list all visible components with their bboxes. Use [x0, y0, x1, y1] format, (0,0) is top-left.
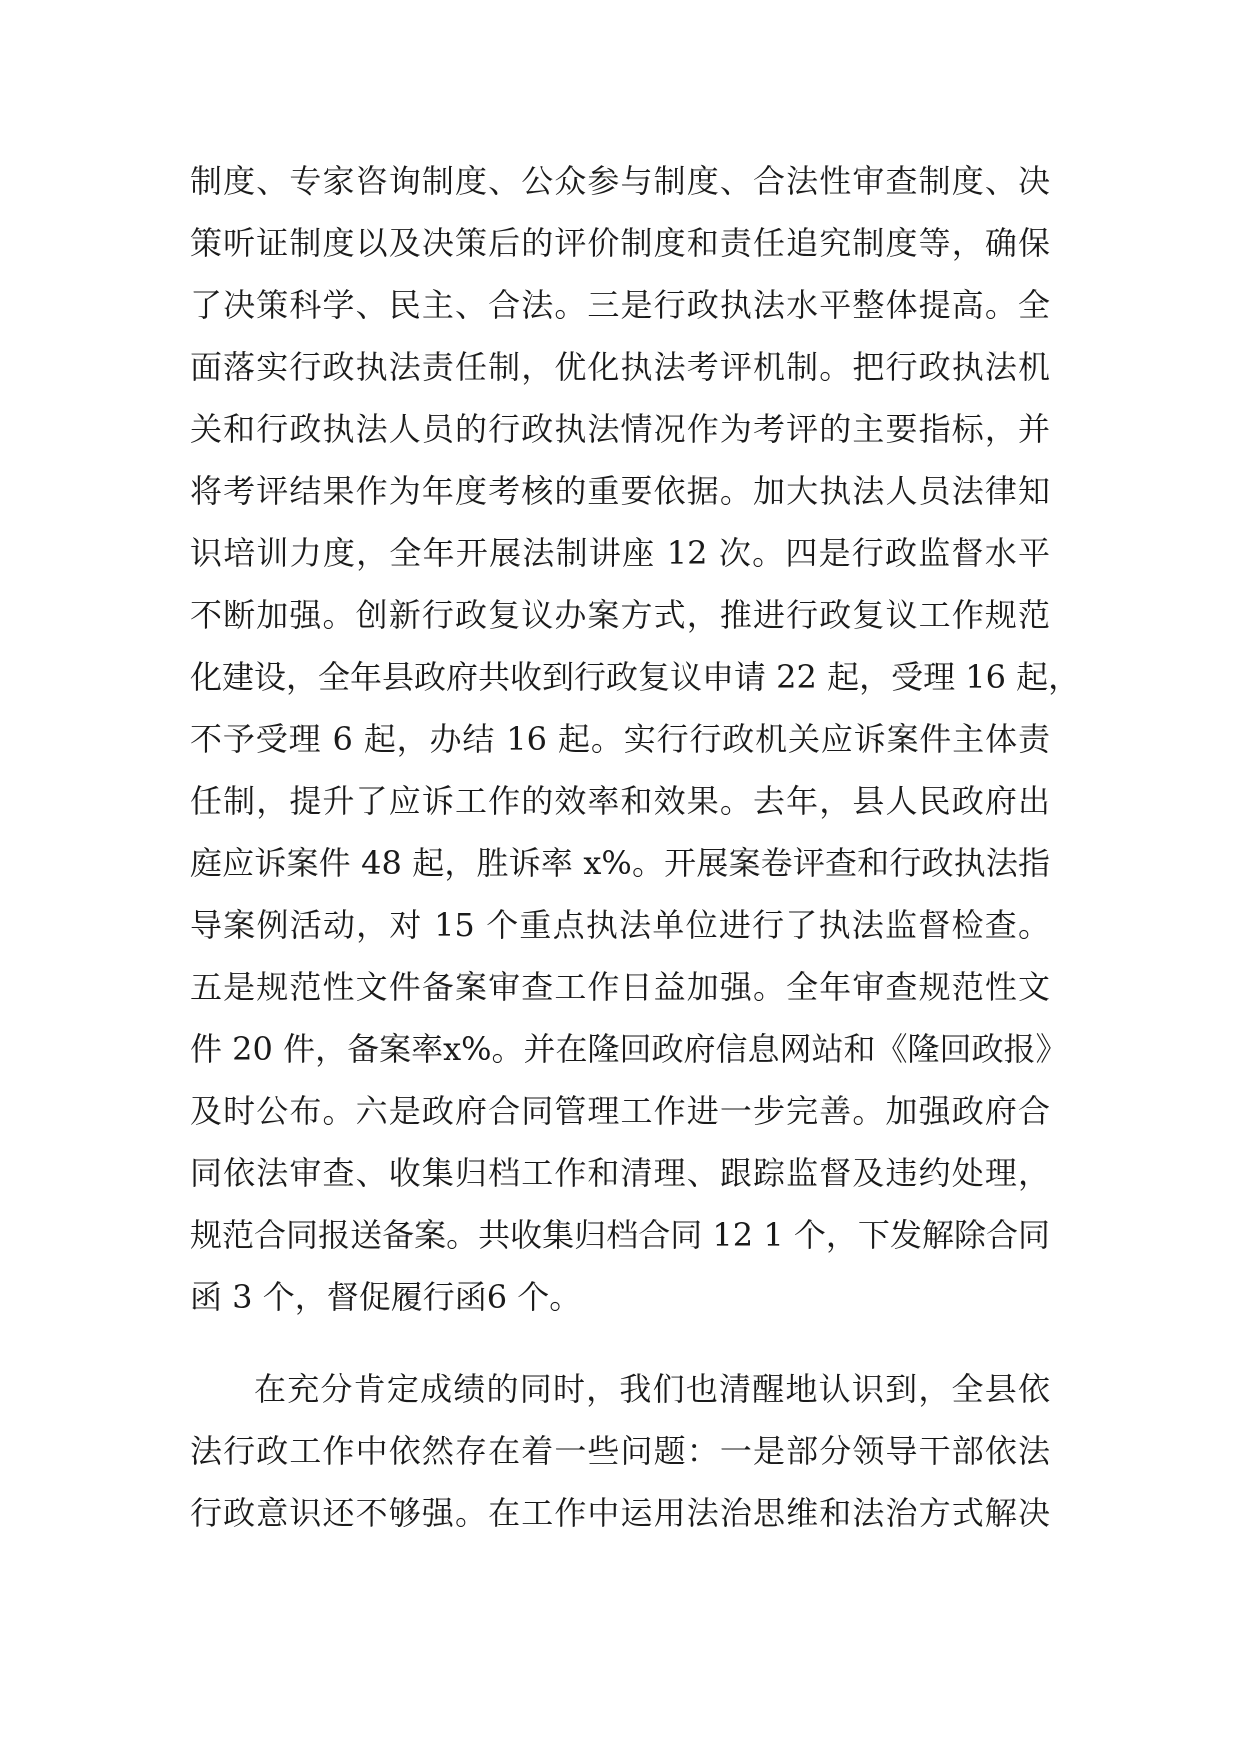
- text-line: 导案例活动，对 15 个重点执法单位进行了执法监督检查。: [190, 906, 1050, 944]
- text-line: 化建设，全年县政府共收到行政复议申请 22 起，受理 16 起，: [190, 658, 1081, 696]
- text-line: 面落实行政执法责任制，优化执法考评机制。把行政执法机: [190, 348, 1050, 386]
- text-line: 将考评结果作为年度考核的重要依据。加大执法人员法律知: [190, 472, 1050, 510]
- text-line: 不予受理 6 起，办结 16 起。实行行政机关应诉案件主体责: [190, 720, 1050, 758]
- text-line: 五是规范性文件备案审查工作日益加强。全年审查规范性文: [190, 968, 1050, 1006]
- text-line: 庭应诉案件 48 起，胜诉率 x%。开展案卷评查和行政执法指: [190, 844, 1050, 882]
- text-line: 同依法审查、收集归档工作和清理、跟踪监督及违约处理，: [190, 1154, 1050, 1192]
- text-line: 任制，提升了应诉工作的效率和效果。去年，县人民政府出: [190, 782, 1050, 820]
- text-line: 不断加强。创新行政复议办案方式，推进行政复议工作规范: [190, 596, 1050, 634]
- text-line: 函 3 个，督促履行函6 个。: [190, 1278, 582, 1316]
- text-line: 关和行政执法人员的行政执法情况作为考评的主要指标，并: [190, 410, 1050, 448]
- text-line: 件 20 件，备案率x%。并在隆回政府信息网站和《隆回政报》: [190, 1030, 1068, 1068]
- text-line: 及时公布。六是政府合同管理工作进一步完善。加强政府合: [190, 1092, 1050, 1130]
- text-line: 行政意识还不够强。在工作中运用法治思维和法治方式解决: [190, 1494, 1050, 1532]
- text-line: 规范合同报送备案。共收集归档合同 12 1 个，下发解除合同: [190, 1216, 1050, 1254]
- text-line: 识培训力度，全年开展法制讲座 12 次。四是行政监督水平: [190, 534, 1050, 572]
- text-line: 在充分肯定成绩的同时，我们也清醒地认识到，全县依: [254, 1370, 1050, 1408]
- text-line: 了决策科学、民主、合法。三是行政执法水平整体提高。全: [190, 286, 1050, 324]
- text-line: 策听证制度以及决策后的评价制度和责任追究制度等，确保: [190, 224, 1050, 262]
- text-line: 法行政工作中依然存在着一些问题：一是部分领导干部依法: [190, 1432, 1050, 1470]
- text-line: 制度、专家咨询制度、公众参与制度、合法性审查制度、决: [190, 162, 1050, 200]
